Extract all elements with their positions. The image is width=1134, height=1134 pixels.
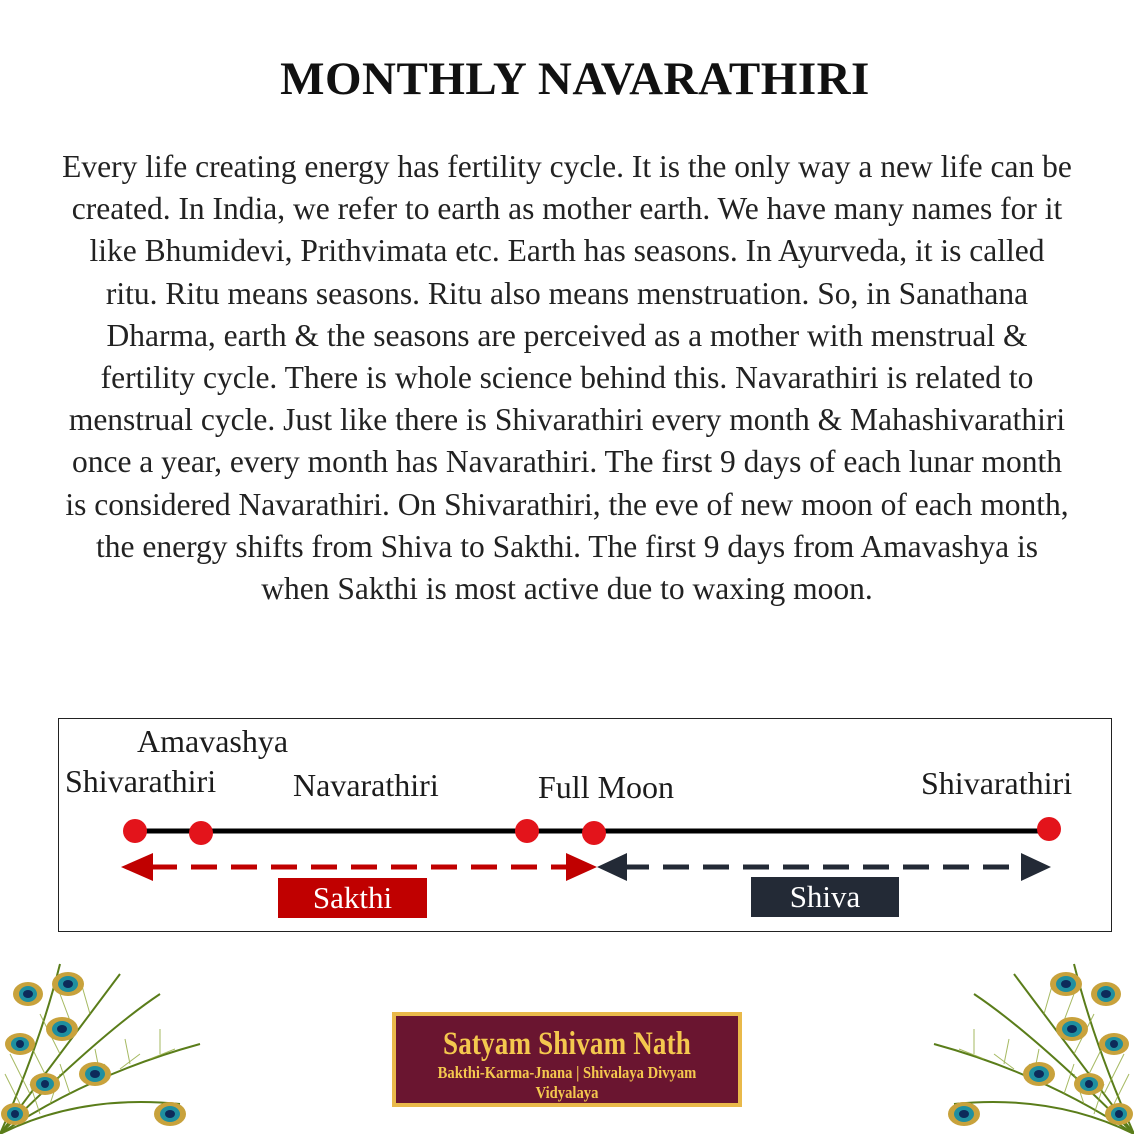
shivarathiri-end-point (1037, 817, 1061, 841)
navarathiri-end-point (515, 819, 539, 843)
shivarathiri-start-label: Shivarathiri (65, 763, 217, 799)
shiva-arrow-right-head (1021, 853, 1051, 881)
peacock-feather-left-icon (0, 954, 230, 1134)
peacock-feather-right-icon (904, 954, 1134, 1134)
brand-title: Satyam Shivam Nath (442, 1026, 692, 1062)
moon-cycle-diagram (58, 718, 1112, 932)
amavashya-point (189, 821, 213, 845)
shiva-arrow-left-head (597, 853, 627, 881)
full-moon-label: Full Moon (538, 769, 675, 805)
navarathiri-label: Navarathiri (293, 767, 439, 803)
sakthi-arrow-left-head (121, 853, 153, 881)
page-title: MONTHLY NAVARATHIRI (280, 53, 870, 105)
shivarathiri-start-point (123, 819, 147, 843)
shivarathiri-end-label: Shivarathiri (921, 765, 1073, 801)
brand-logo (392, 1012, 742, 1107)
brand-subtitle: Bakthi-Karma-Jnana | Shivalaya Divyam Vidyalaya (437, 1063, 697, 1102)
full-moon-point (582, 821, 606, 845)
sakthi-arrow-right-head (566, 853, 597, 881)
description-paragraph: Every life creating energy has fertility cycle. It is the only way a new life can be created. In India, we refer to earth as mother earth. We have many names for it like Bhumidevi, Prithvimata etc. Earth has seasons. In Ayurveda, it is called ritu. Ritu means seasons. Ritu also means menstruation. So, in Sanathana Dharma, earth & the seasons are perceived as a mother with menstrual & fertility cycle. There is whole science behind this. Navarathiri is related to menstrual cycle. Just like there is Shivarathiri every month & Mahashivarathiri once a year, every month has Navarathiri. The first 9 days of each lunar month is considered Navarathiri. On Shivarathiri, the eve of new moon of each month, the energy shifts from Shiva to Sakthi. The first 9 days from Amavashya is when Sakthi is most active due to waxing moon. (62, 149, 1072, 607)
shiva-phase-tag: Shiva (751, 877, 899, 917)
sakthi-phase-tag: Sakthi (278, 878, 427, 918)
amavashya-label: Amavashya (137, 723, 289, 759)
